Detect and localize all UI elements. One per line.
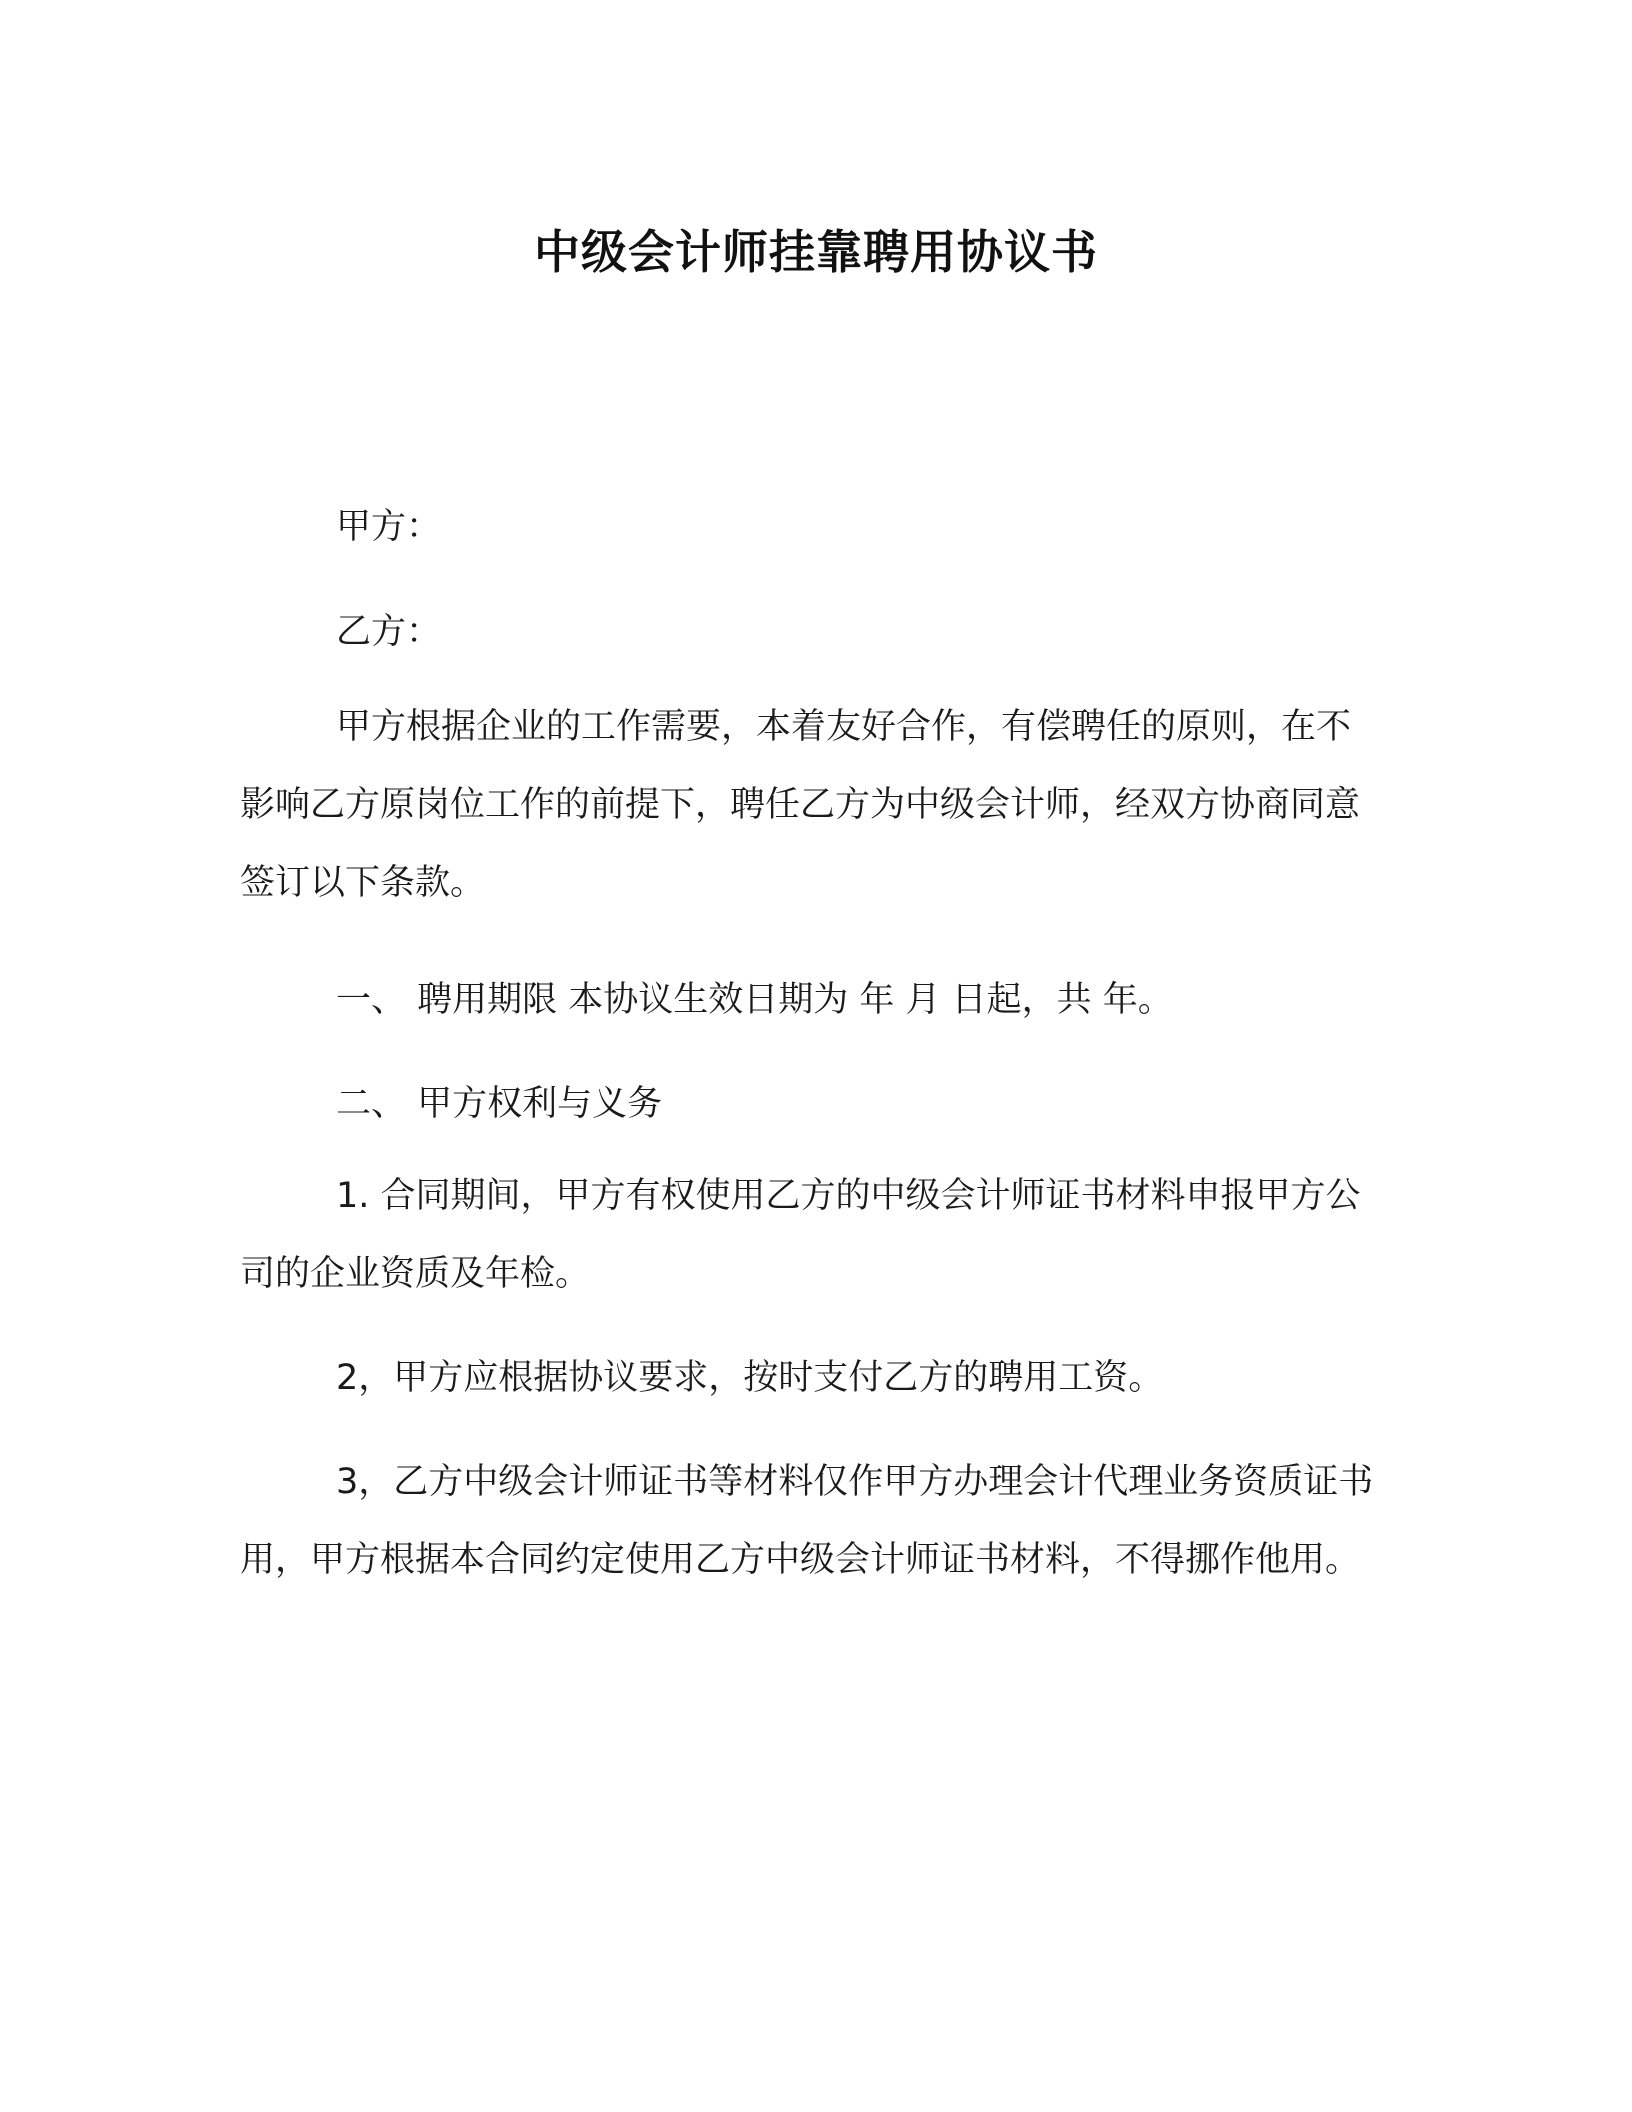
intro-paragraph: 甲方根据企业的工作需要，本着友好合作，有偿聘任的原则，在不影响乙方原岗位工作的前提下，聘任乙方为中级会计师，经双方协商同意签订以下条款。 <box>240 707 1361 903</box>
section-party-a-rights: 二、 甲方权利与义务 <box>336 1084 663 1124</box>
party-b-label: 乙方： <box>336 612 442 652</box>
document-title: 中级会计师挂靠聘用协议书 <box>534 225 1098 279</box>
party-a-label: 甲方： <box>336 507 442 547</box>
clause-item-3: 3，乙方中级会计师证书等材料仅作甲方办理会计代理业务资质证书用，甲方根据本合同约定使用乙方中级会计师证书材料，不得挪作他用。 <box>240 1462 1374 1580</box>
clause-item-1: 1. 合同期间，甲方有权使用乙方的中级会计师证书材料申报甲方公司的企业资质及年检。 <box>240 1176 1361 1294</box>
section-employment-term: 一、 聘用期限 本协议生效日期为 年 月 日起，共 年。 <box>336 980 1173 1020</box>
clause-item-2: 2，甲方应根据协议要求，按时支付乙方的聘用工资。 <box>336 1358 1164 1398</box>
